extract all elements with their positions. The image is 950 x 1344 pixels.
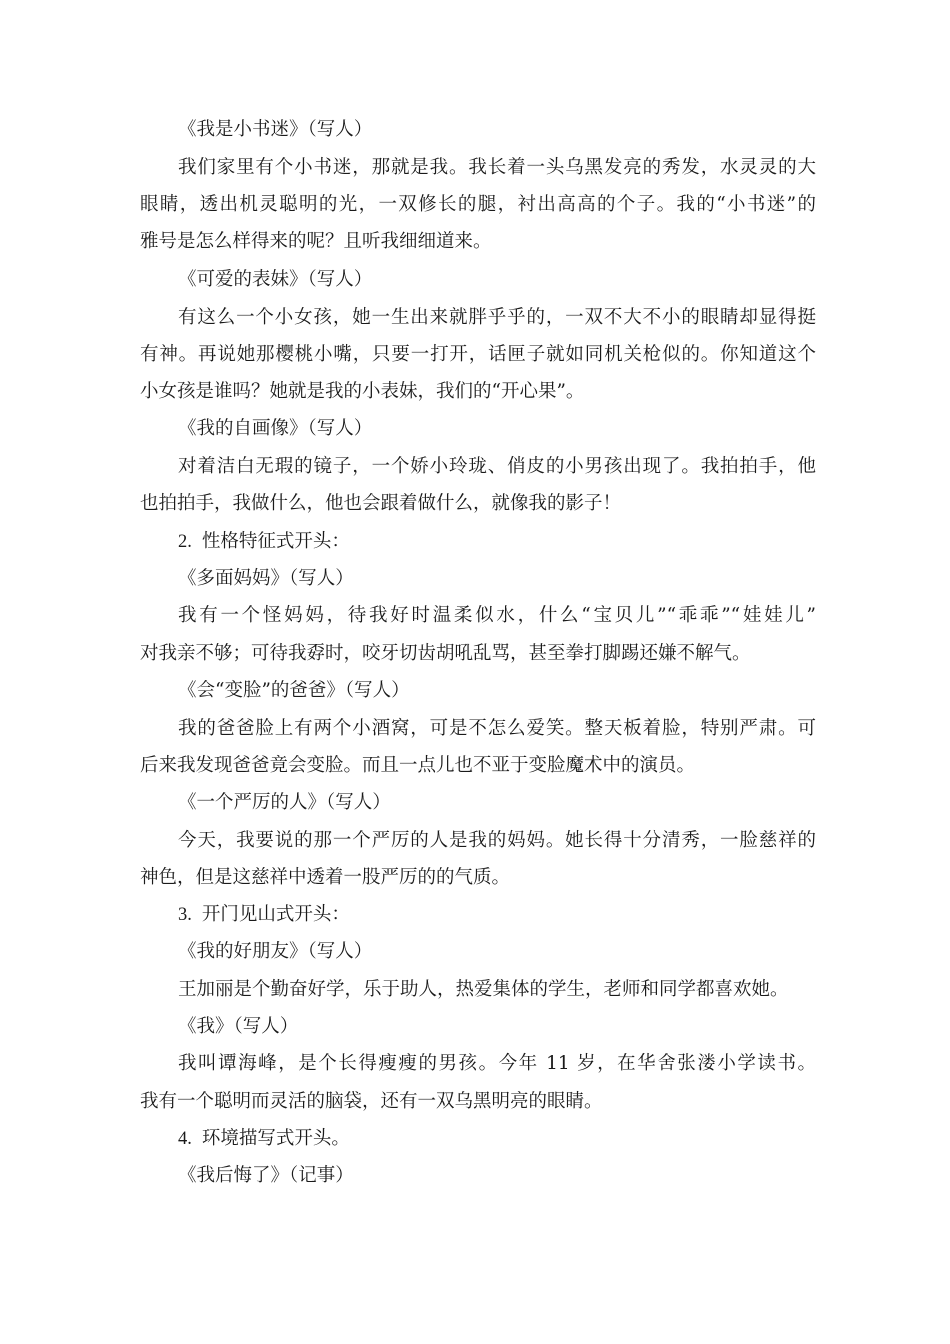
essay-title: 《我》（写人）	[178, 1016, 299, 1037]
paragraph-line: 我有一个聪明而灵活的脑袋，还有一双乌黑明亮的眼睛。	[140, 1091, 603, 1112]
paragraph-line: 今天，我要说的那一个严厉的人是我的妈妈。她长得十分清秀，一脸慈祥的	[178, 830, 816, 851]
section-heading	[178, 903, 350, 927]
paragraph-line: 我们家里有个小书迷，那就是我。我长着一头乌黑发亮的秀发，水灵灵的大	[178, 157, 816, 178]
paragraph-line: 后来我发现爸爸竟会变脸。而且一点儿也不亚于变脸魔术中的演员。	[140, 755, 696, 776]
paragraph-line: 我叫谭海峰，是个长得瘦瘦的男孩。今年 11 岁，在华舍张溇小学读书。	[178, 1053, 816, 1074]
essay-title: 《我的好朋友》（写人）	[178, 941, 373, 962]
paragraph-line: 眼睛，透出机灵聪明的光，一双修长的腿，衬出高高的个子。我的“小书迷”的	[140, 194, 816, 215]
essay-title: 《会“变脸”的爸爸》（写人）	[178, 680, 410, 701]
paragraph-line: 雅号是怎么样得来的呢？且听我细细道来。	[140, 231, 492, 252]
section-heading-text: 环境描写式开头。	[201, 1128, 350, 1149]
section-heading-text: 性格特征式开头：	[201, 531, 350, 552]
section-heading-text: 开门见山式开头：	[201, 904, 350, 925]
paragraph-line: 对我亲不够；可待我孬时，咬牙切齿胡吼乱骂，甚至拳打脚踢还嫌不解气。	[140, 643, 751, 664]
section-number: 3.	[178, 905, 192, 925]
section-number: 4.	[178, 1129, 192, 1149]
essay-title: 《我是小书迷》（写人）	[178, 119, 373, 140]
paragraph-line: 对着洁白无瑕的镜子，一个娇小玲珑、俏皮的小男孩出现了。我拍拍手，他	[178, 456, 816, 477]
paragraph-line: 神色，但是这慈祥中透着一股严厉的的气质。	[140, 867, 511, 888]
essay-title: 《多面妈妈》（写人）	[178, 568, 354, 589]
section-heading	[178, 1127, 350, 1151]
section-heading	[178, 530, 350, 554]
paragraph-line: 我有一个怪妈妈，待我好时温柔似水，什么“宝贝儿”“乖乖”“娃娃儿”	[178, 605, 816, 626]
paragraph-line: 王加丽是个勤奋好学，乐于助人，热爱集体的学生，老师和同学都喜欢她。	[178, 979, 789, 1000]
paragraph-line: 我的爸爸脸上有两个小酒窝，可是不怎么爱笑。整天板着脸，特别严肃。可	[178, 718, 816, 739]
section-number: 2.	[178, 532, 192, 552]
paragraph-line: 有这么一个小女孩，她一生出来就胖乎乎的，一双不大不小的眼睛却显得挺	[178, 307, 816, 328]
essay-title: 《我后悔了》（记事）	[178, 1165, 354, 1186]
paragraph-line: 也拍拍手，我做什么，他也会跟着做什么，就像我的影子！	[140, 493, 622, 514]
essay-title: 《可爱的表妹》（写人）	[178, 269, 373, 290]
paragraph-line: 小女孩是谁吗？她就是我的小表妹，我们的“开心果”。	[140, 381, 585, 402]
essay-title: 《一个严厉的人》（写人）	[178, 792, 391, 813]
paragraph-line: 有神。再说她那樱桃小嘴，只要一打开，话匣子就如同机关枪似的。你知道这个	[140, 344, 816, 365]
essay-title: 《我的自画像》（写人）	[178, 418, 373, 439]
